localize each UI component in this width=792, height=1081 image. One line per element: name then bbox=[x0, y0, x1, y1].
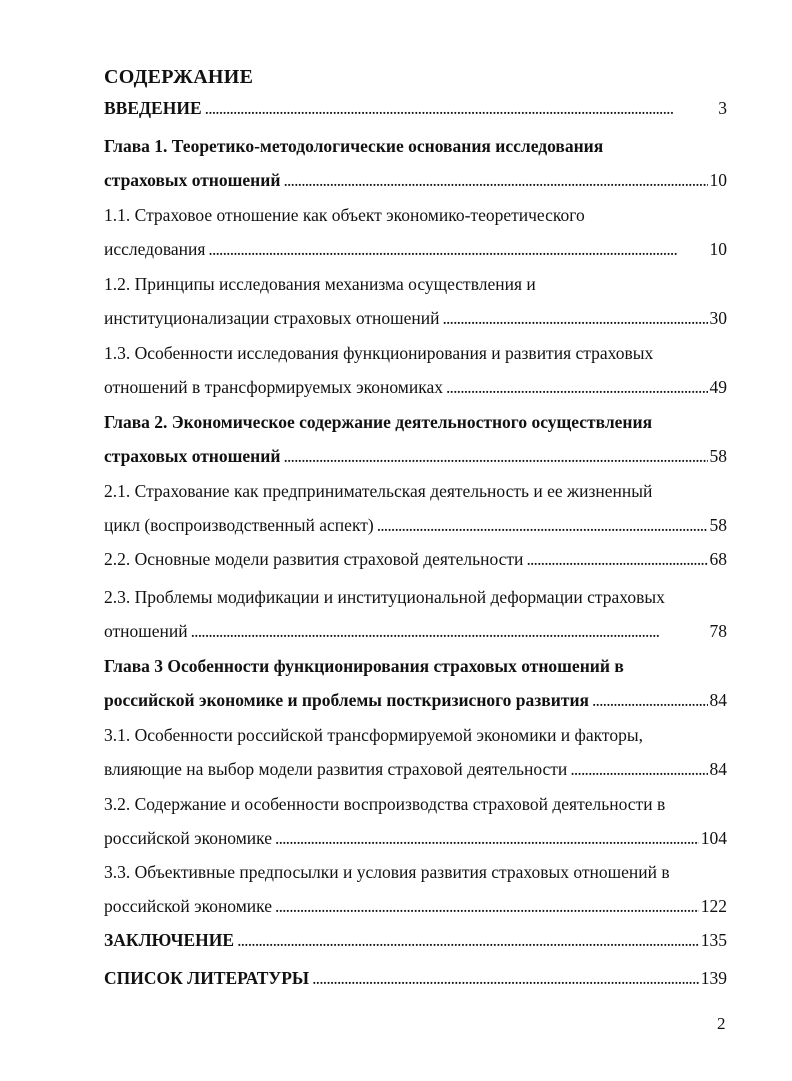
dot-leader bbox=[526, 547, 707, 571]
dot-leader bbox=[205, 96, 717, 120]
dot-leader bbox=[570, 757, 707, 781]
toc-entry-text-line2: российской экономике bbox=[104, 896, 273, 916]
toc-page-number: 139 bbox=[700, 968, 727, 988]
toc-entry-text-line1: 1.1. Страховое отношение как объект экономико-теоретического bbox=[104, 205, 585, 225]
dot-leader bbox=[446, 375, 708, 399]
toc-page-number: 104 bbox=[700, 828, 727, 848]
dot-leader bbox=[208, 237, 707, 261]
toc-page-number: 135 bbox=[700, 930, 727, 950]
dot-leader bbox=[377, 513, 708, 537]
toc-page-number: 10 bbox=[709, 239, 727, 259]
toc-entry-text-line2: страховых отношений bbox=[104, 446, 281, 466]
toc-page-number: 84 bbox=[709, 690, 727, 710]
toc-entry-text-line1: 2.3. Проблемы модификации и институциональной деформации страховых bbox=[104, 587, 665, 607]
toc-entry-chapter-3 bbox=[104, 654, 727, 712]
toc-entry-text-line1: 3.1. Особенности российской трансформируемой экономики и факторы, bbox=[104, 725, 643, 745]
toc-entry-references bbox=[104, 966, 727, 990]
dot-leader bbox=[191, 619, 708, 643]
toc-entry-section-1-1 bbox=[104, 203, 727, 261]
toc-entry-section-3-1 bbox=[104, 723, 727, 781]
page-number: 2 bbox=[717, 1014, 726, 1033]
toc-entry-introduction bbox=[104, 96, 727, 120]
toc-entry-chapter-2 bbox=[104, 410, 727, 468]
toc-entry-text: СПИСОК ЛИТЕРАТУРЫ bbox=[104, 968, 310, 988]
toc-entry-text-line2: исследования bbox=[104, 239, 206, 259]
toc-entry-conclusion bbox=[104, 928, 727, 952]
toc-entry-text-line2: российской экономике bbox=[104, 828, 273, 848]
toc-entry-text-line2: отношений bbox=[104, 621, 188, 641]
toc-page-number: 30 bbox=[709, 308, 727, 328]
toc-entry-text-line1: 3.3. Объективные предпосылки и условия развития страховых отношений в bbox=[104, 862, 670, 882]
toc-entry-text-line1: Глава 1. Теоретико-методологические основания исследования bbox=[104, 136, 604, 156]
toc-entry-text: 2.2. Основные модели развития страховой деятельности bbox=[104, 549, 524, 569]
toc-entry-section-2-2 bbox=[104, 547, 727, 571]
toc-entry-text-line1: Глава 3 Особенности функционирования страховых отношений в bbox=[104, 656, 624, 676]
toc-page-number: 49 bbox=[709, 377, 727, 397]
toc-entry-section-1-2 bbox=[104, 272, 727, 330]
dot-leader bbox=[592, 688, 708, 712]
toc-entry-text-line2: влияющие на выбор модели развития страховой деятельности bbox=[104, 759, 568, 779]
toc-entry-text-line1: 2.1. Страхование как предпринимательская деятельность и ее жизненный bbox=[104, 481, 653, 501]
toc-page-number: 10 bbox=[709, 170, 727, 190]
toc-entry-section-1-3 bbox=[104, 341, 727, 399]
toc-page-number: 58 bbox=[709, 446, 727, 466]
dot-leader bbox=[275, 894, 699, 918]
toc-page-number: 68 bbox=[709, 549, 727, 569]
toc-entry-text-line1: Глава 2. Экономическое содержание деятельностного осуществления bbox=[104, 412, 653, 432]
toc-heading: СОДЕРЖАНИЕ bbox=[104, 66, 254, 88]
toc-entry-text-line2: цикл (воспроизводственный аспект) bbox=[104, 515, 374, 535]
toc-page-number: 78 bbox=[709, 621, 727, 641]
toc-page-number: 58 bbox=[709, 515, 727, 535]
toc-entry-text-line1: 3.2. Содержание и особенности воспроизводства страховой деятельности в bbox=[104, 794, 666, 814]
toc-entry-text-line2: российской экономике и проблемы посткризисного развития bbox=[104, 690, 589, 710]
toc-page-number: 84 bbox=[709, 759, 727, 779]
toc-entry-text-line1: 1.3. Особенности исследования функционирования и развития страховых bbox=[104, 343, 654, 363]
toc-entry-chapter-1 bbox=[104, 134, 727, 192]
toc-page-number: 122 bbox=[700, 896, 727, 916]
dot-leader bbox=[237, 928, 699, 952]
dot-leader bbox=[312, 966, 699, 990]
toc-entry-section-3-3 bbox=[104, 860, 727, 918]
dot-leader bbox=[283, 444, 707, 468]
dot-leader bbox=[275, 826, 699, 850]
toc-entry-text-line2: институционализации страховых отношений bbox=[104, 308, 440, 328]
toc-entry-section-2-3 bbox=[104, 585, 727, 643]
dot-leader bbox=[442, 306, 707, 330]
toc-page-number: 3 bbox=[718, 98, 727, 118]
toc-entry-text: ЗАКЛЮЧЕНИЕ bbox=[104, 930, 235, 950]
dot-leader bbox=[283, 168, 707, 192]
toc-entry-section-2-1 bbox=[104, 479, 727, 537]
toc-entry-text-line2: отношений в трансформируемых экономиках bbox=[104, 377, 443, 397]
toc-entry-text-line2: страховых отношений bbox=[104, 170, 281, 190]
toc-entry-text: ВВЕДЕНИЕ bbox=[104, 98, 202, 118]
toc-entry-text-line1: 1.2. Принципы исследования механизма осуществления и bbox=[104, 274, 536, 294]
toc-entry-section-3-2 bbox=[104, 792, 727, 850]
